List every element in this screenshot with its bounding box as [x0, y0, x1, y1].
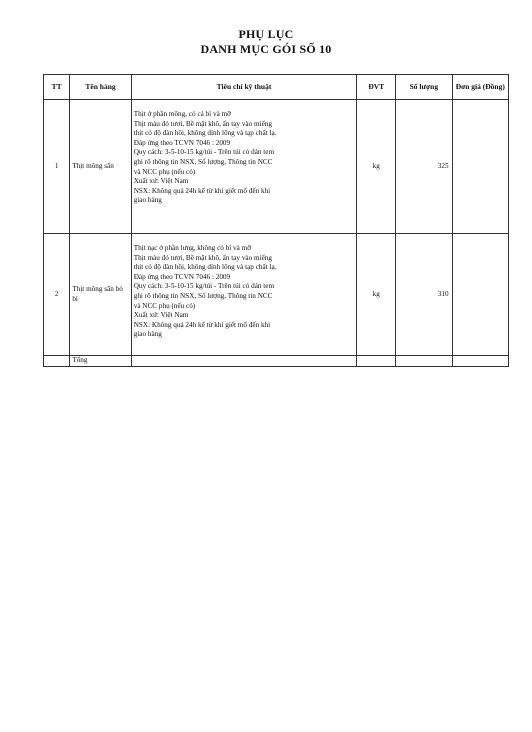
- col-header-spec: Tiêu chí kỹ thuật: [131, 75, 357, 100]
- total-price-cell: [452, 356, 508, 367]
- col-header-price: Đơn giá (Đồng): [452, 75, 508, 100]
- table-row: [44, 234, 509, 356]
- unit-cell: kg: [357, 234, 396, 356]
- spec-line: ghi rõ thông tin NSX, Số lượng, Thông tin NCC: [133, 291, 273, 300]
- unit-cell: kg: [357, 100, 396, 234]
- document-subtitle: DANH MỤC GÓI SỐ 10: [200, 42, 332, 56]
- spec-line: NSX: Không quá 24h kể từ khi giết mổ đến khi: [133, 320, 271, 329]
- quantity-cell: 325: [396, 100, 452, 234]
- price-cell: [452, 100, 508, 234]
- spec-line: Xuất xứ: Việt Nam: [133, 177, 189, 186]
- spec-line: Đáp ứng theo TCVN 7046 : 2009: [133, 138, 231, 147]
- total-row: [44, 356, 509, 367]
- row-number: 2: [44, 234, 70, 356]
- spec-line: thịt có độ đàn hồi, không dính lông và tạp chất lạ.: [133, 129, 277, 138]
- spec-line: giao hàng: [133, 330, 162, 339]
- row-number: 1: [44, 100, 70, 234]
- spec-line: thịt có độ đàn hồi, không dính lông và tạp chất lạ.: [133, 263, 277, 272]
- table-header-row: [44, 75, 509, 100]
- spec-line: giao hàng: [133, 196, 162, 205]
- spec-line: Xuất xứ: Việt Nam: [133, 311, 189, 320]
- spec-line: và NCC phụ (nếu có): [133, 167, 196, 176]
- spec-line: Thịt màu đỏ tươi, Bề mặt khô, ấn tay vào miếng: [133, 119, 272, 128]
- spec-line: Thịt ở phần mông, có cả bì và mỡ: [133, 110, 231, 118]
- document-title: PHỤ LỤC: [238, 27, 294, 41]
- total-label: Tổng: [70, 356, 131, 367]
- product-name: Thịt mông sấn: [70, 100, 131, 234]
- spec-line: Đáp ứng theo TCVN 7046 : 2009: [133, 272, 231, 281]
- col-header-unit: ĐVT: [357, 75, 396, 100]
- col-header-tt: TT: [44, 75, 70, 100]
- table-row: [44, 100, 509, 234]
- col-header-qty: Số lượng: [396, 75, 452, 100]
- total-qty-cell: [396, 356, 452, 367]
- spec-line: ghi rõ thông tin NSX, Số lượng, Thông tin NCC: [133, 157, 273, 166]
- total-spec-cell: [131, 356, 357, 367]
- total-tt-cell: [44, 356, 70, 367]
- spec-line: Thịt màu đỏ tươi, Bề mặt khô, ấn tay vào miếng: [133, 253, 272, 262]
- col-header-name: Tên hàng: [70, 75, 131, 100]
- spec-line: và NCC phụ (nếu có): [133, 301, 196, 310]
- spec-line: Thịt nạc ở phần lưng, không có bì và mỡ: [133, 244, 252, 252]
- product-name: Thịt mông sấn bỏ bì: [70, 234, 131, 356]
- price-cell: [452, 234, 508, 356]
- spec-line: Quy cách: 3-5-10-15 kg/túi - Trên túi có dán tem: [133, 282, 275, 291]
- product-spec: [131, 234, 357, 356]
- product-table: [43, 74, 509, 367]
- product-spec: [131, 100, 357, 234]
- total-unit-cell: [357, 356, 396, 367]
- spec-line: Quy cách: 3-5-10-15 kg/túi - Trên túi có dán tem: [133, 148, 275, 157]
- quantity-cell: 310: [396, 234, 452, 356]
- spec-line: NSX: Không quá 24h kể từ khi giết mổ đến khi: [133, 186, 271, 195]
